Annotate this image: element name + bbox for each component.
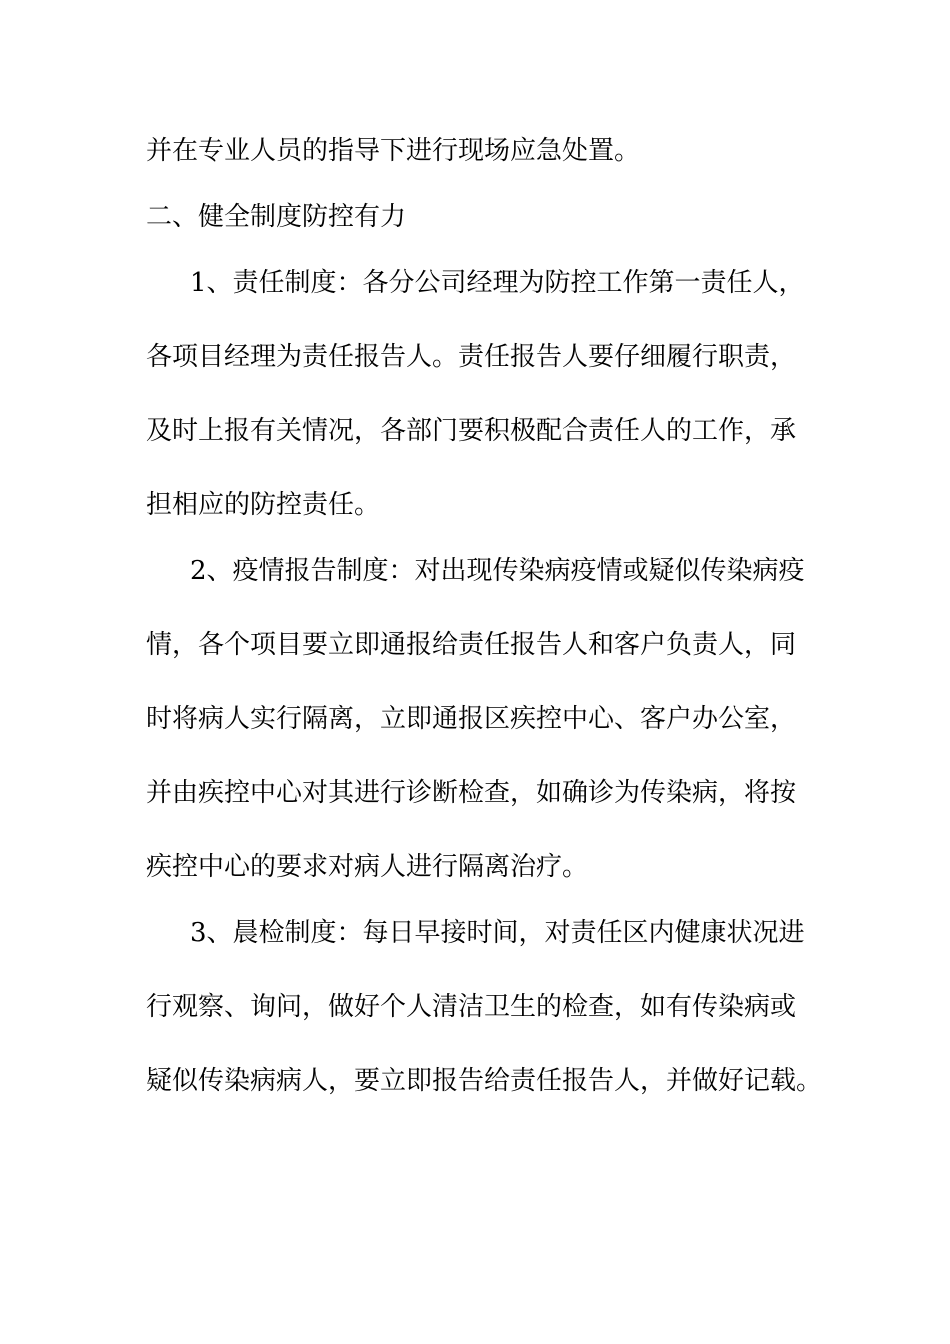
- text-line-3: 1、责任制度：各分公司经理为防控工作第一责任人，: [190, 268, 805, 298]
- text-line-14: 疑似传染病病人，要立即报告给责任报告人，并做好记载。: [146, 1066, 823, 1096]
- text-line-9: 时将病人实行隔离，立即通报区疾控中心、客户办公室，: [146, 704, 797, 734]
- text-line-5: 及时上报有关情况，各部门要积极配合责任人的工作，承: [146, 416, 797, 446]
- text-line-8: 情，各个项目要立即通报给责任报告人和客户负责人，同: [146, 630, 797, 660]
- text-line-11: 疾控中心的要求对病人进行隔离治疗。: [146, 852, 589, 882]
- section-heading: 二、健全制度防控有力: [146, 202, 407, 232]
- text-line-1: 并在专业人员的指导下进行现场应急处置。: [146, 136, 641, 166]
- text-line-10: 并由疾控中心对其进行诊断检查，如确诊为传染病，将按: [146, 778, 797, 808]
- text-line-6: 担相应的防控责任。: [146, 490, 381, 520]
- text-line-13: 行观察、询问，做好个人清洁卫生的检查，如有传染病或: [146, 992, 797, 1022]
- text-line-4: 各项目经理为责任报告人。责任报告人要仔细履行职责，: [146, 342, 797, 372]
- text-line-7: 2、疫情报告制度：对出现传染病疫情或疑似传染病疫: [190, 556, 805, 586]
- text-line-12: 3、晨检制度：每日早接时间，对责任区内健康状况进: [190, 918, 805, 948]
